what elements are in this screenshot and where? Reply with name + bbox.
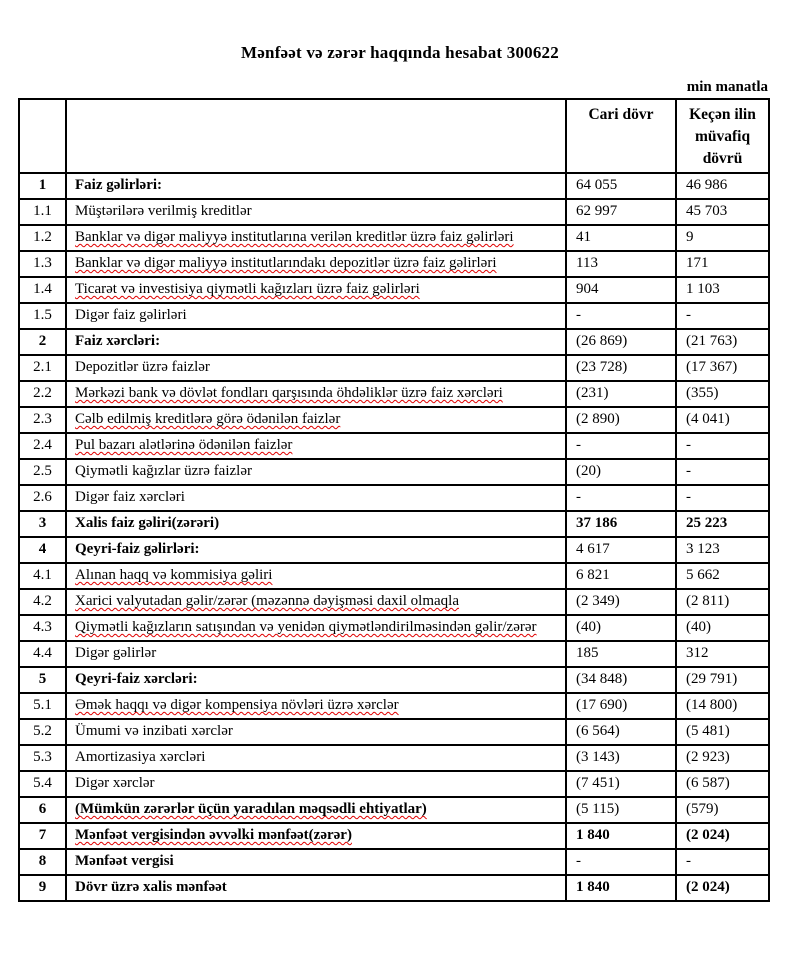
table-row xyxy=(19,589,769,615)
row-current-value: (5 115) xyxy=(566,797,676,823)
row-label: Ümumi və inzibati xərclər xyxy=(66,719,566,745)
row-previous-value: 171 xyxy=(676,251,769,277)
row-number: 6 xyxy=(19,797,66,823)
row-label: Alınan haqq və kommisiya gəliri xyxy=(66,563,566,589)
row-previous-value: (17 367) xyxy=(676,355,769,381)
row-number: 4.1 xyxy=(19,563,66,589)
row-label: Faiz gəlirləri: xyxy=(66,173,566,199)
row-label: Digər xərclər xyxy=(66,771,566,797)
row-label: Banklar və digər maliyyə institutlarındakı depozitlər üzrə faiz gəlirləri xyxy=(66,251,566,277)
row-label: Mənfəət vergisi xyxy=(66,849,566,875)
row-number: 5.1 xyxy=(19,693,66,719)
table-row xyxy=(19,329,769,355)
row-current-value: (2 349) xyxy=(566,589,676,615)
row-current-value: (7 451) xyxy=(566,771,676,797)
row-label: Xalis faiz gəliri(zərəri) xyxy=(66,511,566,537)
row-number: 2.5 xyxy=(19,459,66,485)
row-number: 5.4 xyxy=(19,771,66,797)
row-label: Banklar və digər maliyyə institutlarına verilən kreditlər üzrə faiz gəlirləri xyxy=(66,225,566,251)
row-previous-value: (355) xyxy=(676,381,769,407)
row-label: Mərkəzi bank və dövlət fondları qarşısında öhdəliklər üzrə faiz xərcləri xyxy=(66,381,566,407)
row-number: 4.3 xyxy=(19,615,66,641)
table-row xyxy=(19,277,769,303)
row-current-value: (6 564) xyxy=(566,719,676,745)
header-current-period: Cari dövr xyxy=(566,99,676,173)
row-current-value: 185 xyxy=(566,641,676,667)
row-current-value: - xyxy=(566,485,676,511)
row-previous-value: (4 041) xyxy=(676,407,769,433)
row-previous-value: 25 223 xyxy=(676,511,769,537)
row-label: Qeyri-faiz gəlirləri: xyxy=(66,537,566,563)
table-row xyxy=(19,173,769,199)
row-label: Qeyri-faiz xərcləri: xyxy=(66,667,566,693)
row-previous-value: 3 123 xyxy=(676,537,769,563)
row-current-value: (40) xyxy=(566,615,676,641)
row-number: 5 xyxy=(19,667,66,693)
row-previous-value: - xyxy=(676,849,769,875)
row-current-value: 113 xyxy=(566,251,676,277)
row-label: (Mümkün zərərlər üçün yaradılan məqsədli ehtiyatlar) xyxy=(66,797,566,823)
row-label: Xarici valyutadan gəlir/zərər (məzənnə dəyişməsi daxil olmaqla xyxy=(66,589,566,615)
row-number: 8 xyxy=(19,849,66,875)
table-row xyxy=(19,225,769,251)
report-title: Mənfəət və zərər haqqında hesabat 300622 xyxy=(241,43,559,62)
row-current-value: (3 143) xyxy=(566,745,676,771)
row-current-value: 6 821 xyxy=(566,563,676,589)
unit-note: min manatla xyxy=(686,79,768,95)
header-number-cell xyxy=(19,99,66,173)
row-previous-value: - xyxy=(676,459,769,485)
row-number: 1.4 xyxy=(19,277,66,303)
table-row xyxy=(19,797,769,823)
table-row xyxy=(19,511,769,537)
row-current-value: (34 848) xyxy=(566,667,676,693)
row-number: 1.3 xyxy=(19,251,66,277)
row-current-value: 1 840 xyxy=(566,875,676,901)
row-previous-value: - xyxy=(676,303,769,329)
row-current-value: (23 728) xyxy=(566,355,676,381)
row-previous-value: (2 811) xyxy=(676,589,769,615)
table-row xyxy=(19,433,769,459)
row-label: Qiymətli kağızlar üzrə faizlər xyxy=(66,459,566,485)
row-current-value: 37 186 xyxy=(566,511,676,537)
row-previous-value: 46 986 xyxy=(676,173,769,199)
table-row xyxy=(19,485,769,511)
table-row xyxy=(19,745,769,771)
row-current-value: - xyxy=(566,849,676,875)
row-current-value: 904 xyxy=(566,277,676,303)
row-previous-value: - xyxy=(676,433,769,459)
row-number: 2.3 xyxy=(19,407,66,433)
table-row xyxy=(19,641,769,667)
row-previous-value: (2 024) xyxy=(676,823,769,849)
row-label: Qiymətli kağızların satışından və yenidən qiymətləndirilməsindən gəlir/zərər xyxy=(66,615,566,641)
row-label: Cəlb edilmiş kreditlərə görə ödənilən faizlər xyxy=(66,407,566,433)
row-number: 2 xyxy=(19,329,66,355)
row-number: 1.1 xyxy=(19,199,66,225)
row-number: 2.4 xyxy=(19,433,66,459)
row-label: Faiz xərcləri: xyxy=(66,329,566,355)
row-previous-value: (2 923) xyxy=(676,745,769,771)
row-previous-value: (29 791) xyxy=(676,667,769,693)
row-label: Amortizasiya xərcləri xyxy=(66,745,566,771)
table-row xyxy=(19,667,769,693)
row-label: Dövr üzrə xalis mənfəət xyxy=(66,875,566,901)
row-number: 4.2 xyxy=(19,589,66,615)
row-number: 1.5 xyxy=(19,303,66,329)
row-label: Digər faiz xərcləri xyxy=(66,485,566,511)
row-previous-value: 312 xyxy=(676,641,769,667)
row-previous-value: (14 800) xyxy=(676,693,769,719)
row-number: 5.2 xyxy=(19,719,66,745)
row-label: Depozitlər üzrə faizlər xyxy=(66,355,566,381)
row-number: 2.6 xyxy=(19,485,66,511)
table-row xyxy=(19,407,769,433)
row-number: 9 xyxy=(19,875,66,901)
table-row xyxy=(19,459,769,485)
row-current-value: - xyxy=(566,303,676,329)
table-row xyxy=(19,251,769,277)
row-current-value: 4 617 xyxy=(566,537,676,563)
row-number: 4.4 xyxy=(19,641,66,667)
row-number: 1 xyxy=(19,173,66,199)
table-body xyxy=(19,173,769,901)
table-row xyxy=(19,875,769,901)
table-row xyxy=(19,693,769,719)
profit-loss-table xyxy=(18,98,770,902)
table-row xyxy=(19,303,769,329)
row-label: Müştərilərə verilmiş kreditlər xyxy=(66,199,566,225)
row-current-value: (26 869) xyxy=(566,329,676,355)
row-label: Ticarət və investisiya qiymətli kağızları üzrə faiz gəlirləri xyxy=(66,277,566,303)
row-previous-value: 5 662 xyxy=(676,563,769,589)
row-previous-value: - xyxy=(676,485,769,511)
row-current-value: (17 690) xyxy=(566,693,676,719)
row-current-value: (2 890) xyxy=(566,407,676,433)
table-row xyxy=(19,823,769,849)
row-current-value: 62 997 xyxy=(566,199,676,225)
row-current-value: - xyxy=(566,433,676,459)
table-row xyxy=(19,849,769,875)
row-previous-value: (2 024) xyxy=(676,875,769,901)
row-label: Pul bazarı alətlərinə ödənilən faizlər xyxy=(66,433,566,459)
row-label: Mənfəət vergisindən əvvəlki mənfəət(zərər) xyxy=(66,823,566,849)
row-number: 1.2 xyxy=(19,225,66,251)
row-label: Digər gəlirlər xyxy=(66,641,566,667)
row-previous-value: 45 703 xyxy=(676,199,769,225)
row-number: 4 xyxy=(19,537,66,563)
table-row xyxy=(19,563,769,589)
row-previous-value: 1 103 xyxy=(676,277,769,303)
row-previous-value: (21 763) xyxy=(676,329,769,355)
row-number: 5.3 xyxy=(19,745,66,771)
row-current-value: 64 055 xyxy=(566,173,676,199)
row-current-value: (20) xyxy=(566,459,676,485)
table-row xyxy=(19,615,769,641)
row-current-value: (231) xyxy=(566,381,676,407)
header-label-cell xyxy=(66,99,566,173)
row-label: Əmək haqqı və digər kompensiya növləri üzrə xərclər xyxy=(66,693,566,719)
row-current-value: 41 xyxy=(566,225,676,251)
row-label: Digər faiz gəlirləri xyxy=(66,303,566,329)
row-number: 2.1 xyxy=(19,355,66,381)
row-previous-value: (6 587) xyxy=(676,771,769,797)
row-current-value: 1 840 xyxy=(566,823,676,849)
table-header-row xyxy=(19,99,769,173)
row-number: 2.2 xyxy=(19,381,66,407)
table-row xyxy=(19,381,769,407)
row-previous-value: (5 481) xyxy=(676,719,769,745)
header-previous-period: Keçən ilin müvafiq dövrü xyxy=(676,99,769,173)
row-number: 7 xyxy=(19,823,66,849)
table-row xyxy=(19,719,769,745)
table-row xyxy=(19,355,769,381)
table-row xyxy=(19,771,769,797)
row-number: 3 xyxy=(19,511,66,537)
table-row xyxy=(19,537,769,563)
row-previous-value: (40) xyxy=(676,615,769,641)
row-previous-value: 9 xyxy=(676,225,769,251)
row-previous-value: (579) xyxy=(676,797,769,823)
table-row xyxy=(19,199,769,225)
